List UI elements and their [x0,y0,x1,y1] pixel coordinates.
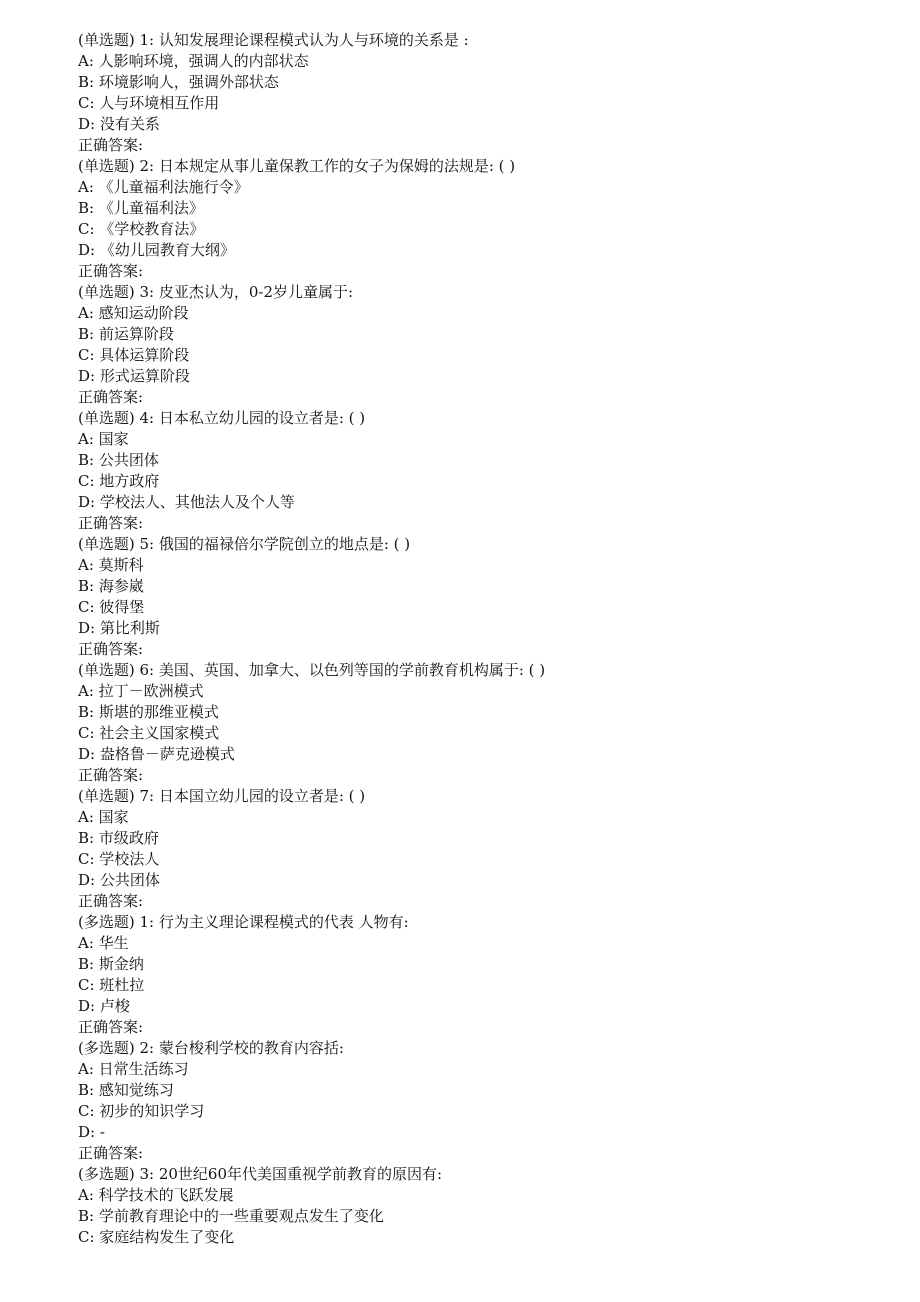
answer-label: 正确答案: [78,136,144,154]
question-option: B: 感知觉练习 [78,1081,174,1099]
answer-label: 正确答案: [78,1018,144,1036]
question-option: C: 班杜拉 [78,976,145,994]
question-option: D: - [78,1123,105,1141]
answer-label: 正确答案: [78,640,144,658]
question-option: B: 海参崴 [78,577,144,595]
question-block [78,786,898,912]
question-block [78,30,898,156]
answer-label: 正确答案: [78,262,144,280]
question-stem: (单选题) 7: 日本国立幼儿园的设立者是: ( ) [78,787,366,805]
question-option: D: 盎格鲁－萨克逊模式 [78,745,235,763]
question-option: A: 国家 [78,430,129,448]
question-option: B: 学前教育理论中的一些重要观点发生了变化 [78,1207,384,1225]
question-option: A: 日常生活练习 [78,1060,189,1078]
question-block [78,156,898,282]
question-option: A: 感知运动阶段 [78,304,189,322]
question-option: C: 社会主义国家模式 [78,724,220,742]
question-block [78,282,898,408]
question-stem: (单选题) 6: 美国、英国、加拿大、以色列等国的学前教育机构属于: ( ) [78,661,546,679]
question-option: C: 初步的知识学习 [78,1102,205,1120]
question-option: C: 地方政府 [78,472,160,490]
question-option: B: 斯金纳 [78,955,144,973]
question-block [78,660,898,786]
question-option: C: 具体运算阶段 [78,346,190,364]
question-stem: (单选题) 5: 俄国的福禄倍尔学院创立的地点是: ( ) [78,535,411,553]
question-option: D: 卢梭 [78,997,130,1015]
question-option: B: 前运算阶段 [78,325,174,343]
question-block [78,912,898,1038]
question-option: D: 没有关系 [78,115,160,133]
question-block [78,1164,898,1248]
question-option: B: 《儿童福利法》 [78,199,204,217]
question-option: D: 第比利斯 [78,619,160,637]
question-option: A: 拉丁－欧洲模式 [78,682,204,700]
question-option: A: 科学技术的飞跃发展 [78,1186,234,1204]
question-option: C: 学校法人 [78,850,160,868]
question-option: B: 市级政府 [78,829,159,847]
question-option: C: 《学校教育法》 [78,220,205,238]
question-option: B: 环境影响人，强调外部状态 [78,73,279,91]
question-option: A: 《儿童福利法施行令》 [78,178,249,196]
question-stem: (多选题) 3: 20世纪60年代美国重视学前教育的原因有: [78,1165,443,1183]
question-option: C: 彼得堡 [78,598,145,616]
question-stem: (单选题) 4: 日本私立幼儿园的设立者是: ( ) [78,409,366,427]
question-option: B: 斯堪的那维亚模式 [78,703,219,721]
question-stem: (多选题) 2: 蒙台梭利学校的教育内容括: [78,1039,344,1057]
question-document [78,30,898,1248]
question-option: A: 人影响环境，强调人的内部状态 [78,52,309,70]
question-option: C: 人与环境相互作用 [78,94,220,112]
question-block [78,408,898,534]
question-stem: (多选题) 1: 行为主义理论课程模式的代表 人物有: [78,913,409,931]
question-option: D: 《幼儿园教育大纲》 [78,241,235,259]
question-block [78,1038,898,1164]
question-stem: (单选题) 2: 日本规定从事儿童保教工作的女子为保姆的法规是: ( ) [78,157,516,175]
answer-label: 正确答案: [78,388,144,406]
question-option: B: 公共团体 [78,451,159,469]
question-option: D: 形式运算阶段 [78,367,190,385]
question-option: D: 公共团体 [78,871,160,889]
answer-label: 正确答案: [78,892,144,910]
question-stem: (单选题) 3: 皮亚杰认为，0-2岁儿童属于: [78,283,354,301]
question-option: A: 莫斯科 [78,556,144,574]
question-option: A: 国家 [78,808,129,826]
answer-label: 正确答案: [78,1144,144,1162]
answer-label: 正确答案: [78,766,144,784]
answer-label: 正确答案: [78,514,144,532]
question-option: D: 学校法人、其他法人及个人等 [78,493,295,511]
question-block [78,534,898,660]
question-option: A: 华生 [78,934,129,952]
question-option: C: 家庭结构发生了变化 [78,1228,235,1246]
question-stem: (单选题) 1: 认知发展理论课程模式认为人与环境的关系是 : [78,31,469,49]
